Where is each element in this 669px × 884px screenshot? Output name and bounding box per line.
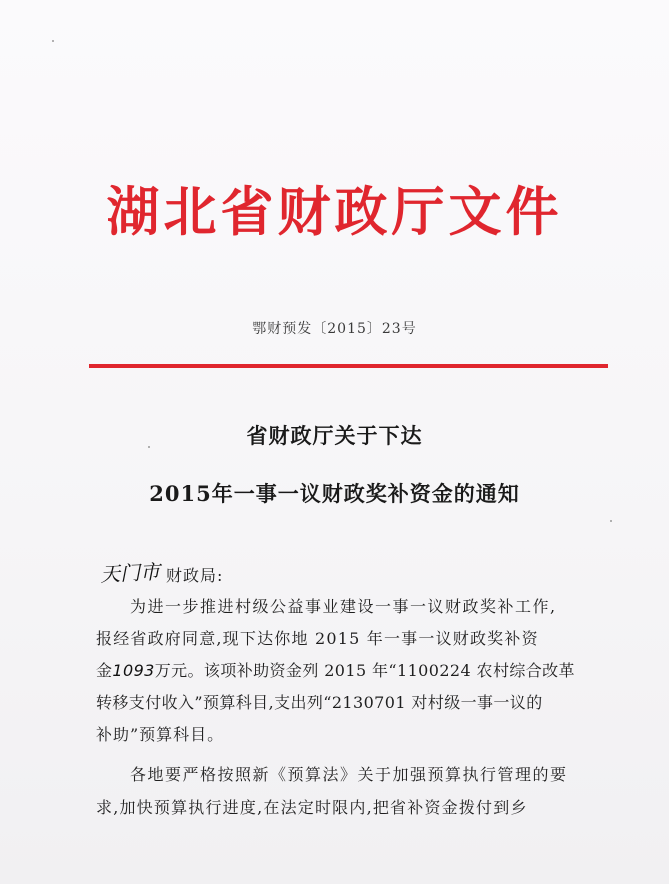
body-paragraph-1-line-2: 报经省政府同意,现下达你地 2015 年一事一议财政奖补资 [96, 629, 539, 648]
amount-suffix: 万元。该项补助资金列 2015 年“1100224 农村综合改革 [154, 661, 575, 680]
amount-prefix: 金 [96, 661, 113, 680]
document-number: 鄂财预发〔2015〕23号 [252, 321, 417, 337]
addressee-suffix: 财政局: [166, 566, 224, 585]
paper-speck [52, 40, 54, 42]
body-paragraph-2-line-1: 各地要严格按照新《预算法》关于加强预算执行管理的要 [130, 765, 568, 784]
notice-title-line-1: 省财政厅关于下达 [246, 423, 423, 448]
paper-speck [610, 520, 612, 522]
handwritten-amount: 1093 [112, 661, 155, 680]
body-paragraph-1-line-3 [96, 658, 575, 681]
body-paragraph-1-line-4: 转移支付收入”预算科目,支出列“2130701 对村级一事一议的 [96, 693, 543, 712]
notice-title-line-2: 2015年一事一议财政奖补资金的通知 [149, 481, 520, 506]
body-paragraph-1-line-1: 为进一步推进村级公益事业建设一事一议财政奖补工作, [130, 597, 557, 616]
body-paragraph-2-line-2: 求,加快预算执行进度,在法定时限内,把省补资金拨付到乡 [96, 798, 528, 817]
body-paragraph-1-line-5: 补助”预算科目。 [96, 725, 225, 744]
issuer-header-title: 湖北省财政厅文件 [106, 182, 563, 243]
paper-speck [148, 446, 150, 448]
handwritten-addressee: 天门市 [99, 559, 161, 587]
addressee-line [100, 558, 223, 586]
red-divider-line [89, 364, 608, 368]
